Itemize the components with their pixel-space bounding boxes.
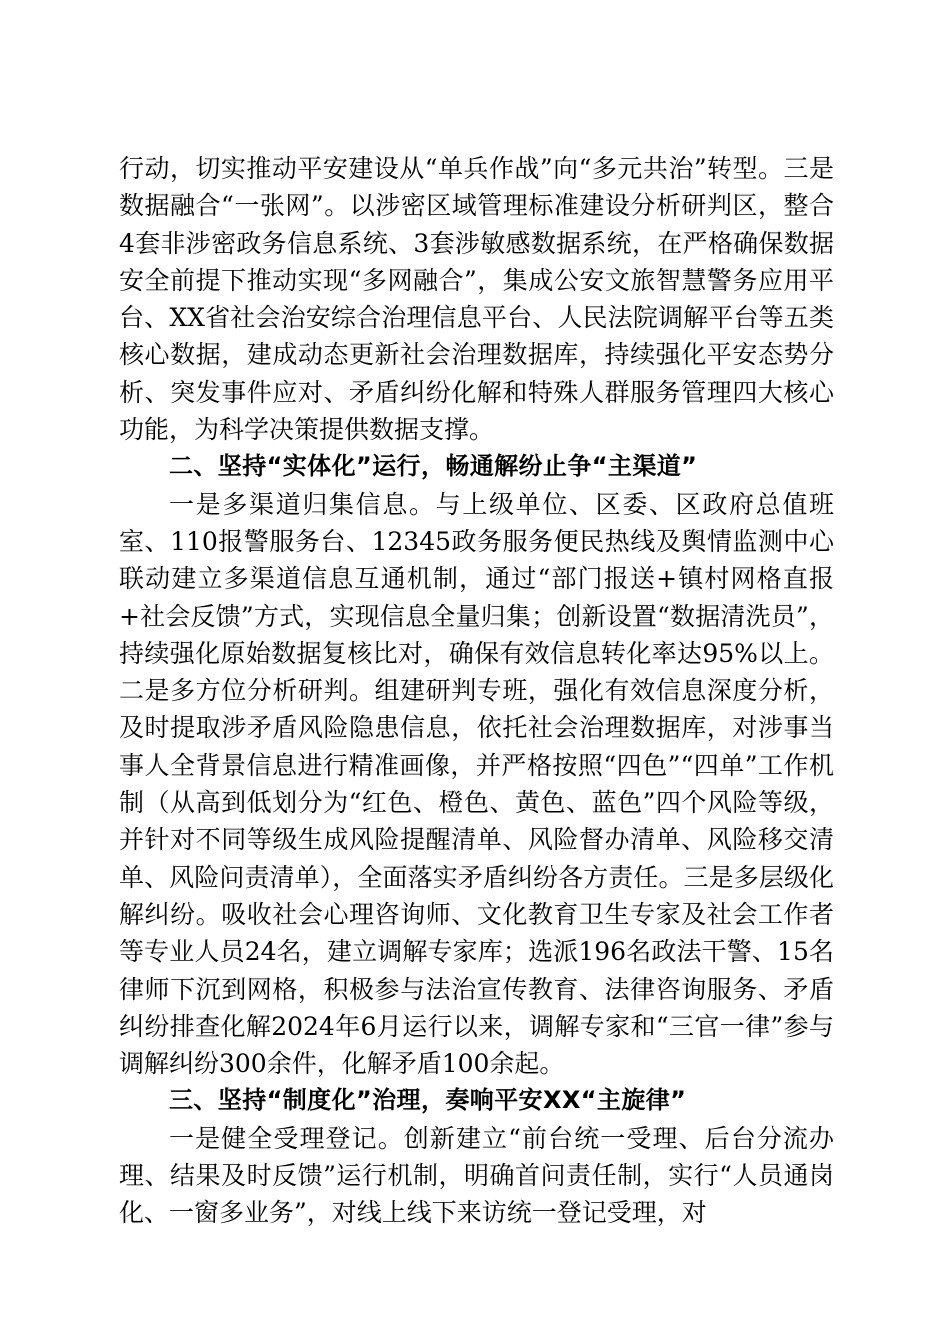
paragraph-registration: 一是健全受理登记。创新建立“前台统一受理、后台分流办理、结果及时反馈”运行机制，明确首问责任制，实行“人员通岗化、一窗多业务”，对线上线下来访统一登记受理，对 <box>119 1123 834 1228</box>
section-heading-3: 三、坚持“制度化”治理，奏响平安XX“主旋律” <box>169 1086 687 1115</box>
paragraph-data-fusion: 行动，切实推动平安建设从“单兵作战”向“多元共治”转型。三是数据融合“一张网”。以涉密区域管理标准建设分析研判区，整合4套非涉密政务信息系统、3套涉敏感数据系统，在严格确保数据安全前提下推动实现“多网融合”，集成公安文旅智慧警务应用平台、XX省社会治安综合治理信息平台、人民法院调解平台等五类核心数据，建成动态更新社会治理数据库，持续强化平安态势分析、突发事件应对、矛盾纠纷化解和特殊人群服务管理四大核心功能，为科学决策提供数据支撑。 <box>119 154 834 445</box>
section-heading-2: 二、坚持“实体化”运行，畅通解纷止争“主渠道” <box>169 452 698 481</box>
document-body <box>119 150 834 1232</box>
paragraph-multichannel: 一是多渠道归集信息。与上级单位、区委、区政府总值班室、110报警服务台、12345政务服务便民热线及舆情监测中心联动建立多渠道信息互通机制，通过“部门报送+镇村网格直报+社会反馈”方式，实现信息全量归集；创新设置“数据清洗员”，持续强化原始数据复核比对，确保有效信息转化率达95%以上。二是多方位分析研判。组建研判专班，强化有效信息深度分析，及时提取涉矛盾风险隐患信息，依托社会治理数据库，对涉事当事人全背景信息进行精准画像，并严格按照“四色”“四单”工作机制（从高到低划分为“红色、橙色、黄色、蓝色”四个风险等级，并针对不同等级生成风险提醒清单、风险督办清单、风险移交清单、风险问责清单），全面落实矛盾纠纷各方责任。三是多层级化解纠纷。吸收社会心理咨询师、文化教育卫生专家及社会工作者等专业人员24名，建立调解专家库；选派196名政法干警、15名律师下沉到网格，积极参与法治宣传教育、法律咨询服务、矛盾纠纷排查化解2024年6月运行以来，调解专家和“三官一律”参与调解纠纷300余件，化解矛盾100余起。 <box>119 489 834 1079</box>
